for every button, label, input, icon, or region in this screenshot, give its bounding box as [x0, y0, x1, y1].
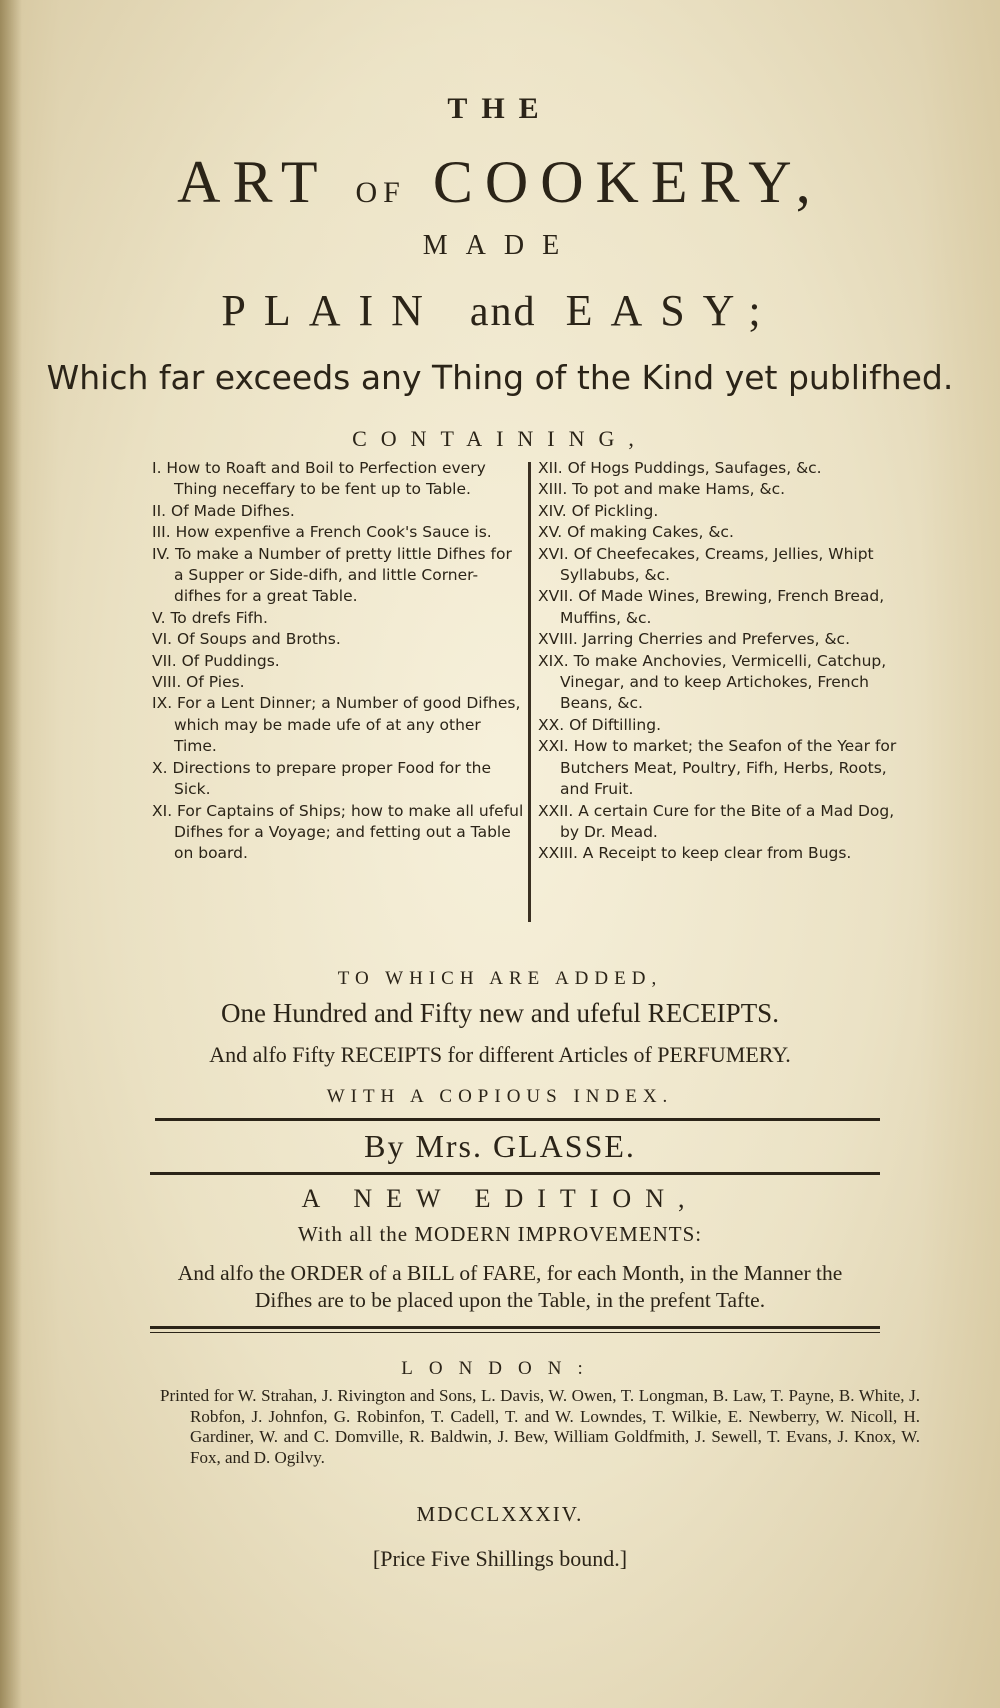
imprint-date: MDCCLXXXIV.	[416, 1502, 584, 1526]
contents-item: IX. For a Lent Dinner; a Number of good Difhes, which may be made ufe of at any other Time.	[152, 694, 521, 756]
contents-item: XII. Of Hogs Puddings, Saufages, &c.	[538, 459, 822, 477]
title-and: and	[469, 289, 537, 335]
contents-left-column	[152, 458, 524, 865]
contents-item: XVIII. Jarring Cherries and Preferves, &c.	[538, 630, 850, 649]
rule-below-author	[150, 1172, 880, 1175]
main-title	[0, 148, 1000, 217]
title-plain: PLAIN	[221, 286, 441, 335]
title-the: THE	[447, 92, 553, 125]
added-heading: TO WHICH ARE ADDED,	[337, 968, 663, 989]
contents-item: XIX. To make Anchovies, Vermicelli, Catchup, Vinegar, and to keep Artichokes, French Beans, &c.	[538, 651, 887, 713]
improvements-line: With all the MODERN IMPROVEMENTS:	[297, 1222, 703, 1246]
contents-item: XV. Of making Cakes, &c.	[538, 523, 734, 542]
containing-heading: CONTAINING,	[352, 426, 648, 451]
contents-item: VII. Of Puddings.	[152, 651, 280, 670]
title-made: MADE	[422, 230, 578, 261]
contents-item: IV. To make a Number of pretty little Difhes for a Supper or Side-difh, and little Corner-difhes for a great Table.	[152, 544, 512, 606]
contents-item: III. How expenfive a French Cook's Sauce is.	[152, 523, 492, 542]
price: [Price Five Shillings bound.]	[372, 1546, 628, 1571]
column-divider	[528, 462, 531, 922]
rule-above-author	[155, 1118, 880, 1121]
bill-of-fare-line: And alfo the ORDER of a BILL of FARE, for each Month, in the Manner the Difhes are to be placed upon the Table, in the prefent Tafte.	[177, 1261, 843, 1312]
contents-item: XVI. Of Cheefecakes, Creams, Jellies, Whipt Syllabubs, &c.	[538, 544, 874, 585]
receipts-line: One Hundred and Fifty new and ufeful RECEIPTS.	[221, 998, 779, 1028]
edition-heading: A NEW EDITION,	[301, 1184, 699, 1213]
title-easy: EASY;	[565, 286, 779, 335]
contents-item: XX. Of Diftilling.	[538, 715, 661, 734]
rule-above-imprint	[150, 1326, 880, 1329]
contents-item: VI. Of Soups and Broths.	[152, 630, 341, 649]
contents-item: XXII. A certain Cure for the Bite of a Mad Dog, by Dr. Mead.	[538, 801, 895, 841]
title-art: ART	[177, 149, 329, 215]
author: By Mrs. GLASSE.	[364, 1128, 636, 1164]
contents-item: XVII. Of Made Wines, Brewing, French Bread, Muffins, &c.	[538, 587, 885, 627]
contents-item: VIII. Of Pies.	[152, 673, 245, 692]
index-line: WITH A COPIOUS INDEX.	[326, 1086, 674, 1107]
contents-item: V. To drefs Fifh.	[152, 608, 268, 627]
contents-item: XI. For Captains of Ships; how to make all ufeful Difhes for a Voyage; and fetting out a Table on board.	[152, 801, 524, 863]
imprint-city: LONDON:	[401, 1358, 599, 1379]
contents-item: XIV. Of Pickling.	[538, 501, 659, 520]
contents-item: XIII. To pot and make Hams, &c.	[538, 480, 786, 499]
contents-item: XXI. How to market; the Seafon of the Year for Butchers Meat, Poultry, Fifh, Herbs, Roots, and Fruit.	[538, 737, 897, 799]
imprint-printers-text: Printed for W. Strahan, J. Rivington and Sons, L. Davis, W. Owen, T. Longman, B. Law, T. Payne, B. White, J. Robfon, J. Johnfon, G. Robinfon, T. Cadell, T. and W. Lowndes, T. Wilkie, E. Newberry, W. Nicoll, H. Gardiner, W. and C. Domville, R. Baldwin, J. Bew, William Goldfmith, J. Sewell, T. Evans, J. Knox, W. Fox, and D. Ogilvy.	[160, 1386, 920, 1467]
title-plain-and-easy	[0, 285, 1000, 336]
title-of: OF	[355, 176, 406, 209]
subtitle: Which far exceeds any Thing of the Kind yet publifhed.	[46, 358, 954, 397]
rule-above-imprint-thin	[150, 1332, 880, 1333]
contents-right-column	[538, 458, 898, 865]
contents-item: II. Of Made Difhes.	[152, 501, 295, 520]
contents-item: XXIII. A Receipt to keep clear from Bugs.	[538, 844, 852, 863]
contents-item: X. Directions to prepare proper Food for the Sick.	[152, 758, 492, 799]
perfumery-line: And alfo Fifty RECEIPTS for different Articles of PERFUMERY.	[209, 1042, 791, 1067]
imprint-printers	[160, 1386, 920, 1468]
contents-item: I. How to Roaft and Boil to Perfection every Thing neceffary to be fent up to Table.	[152, 459, 486, 499]
title-cookery: COOKERY,	[432, 149, 823, 215]
